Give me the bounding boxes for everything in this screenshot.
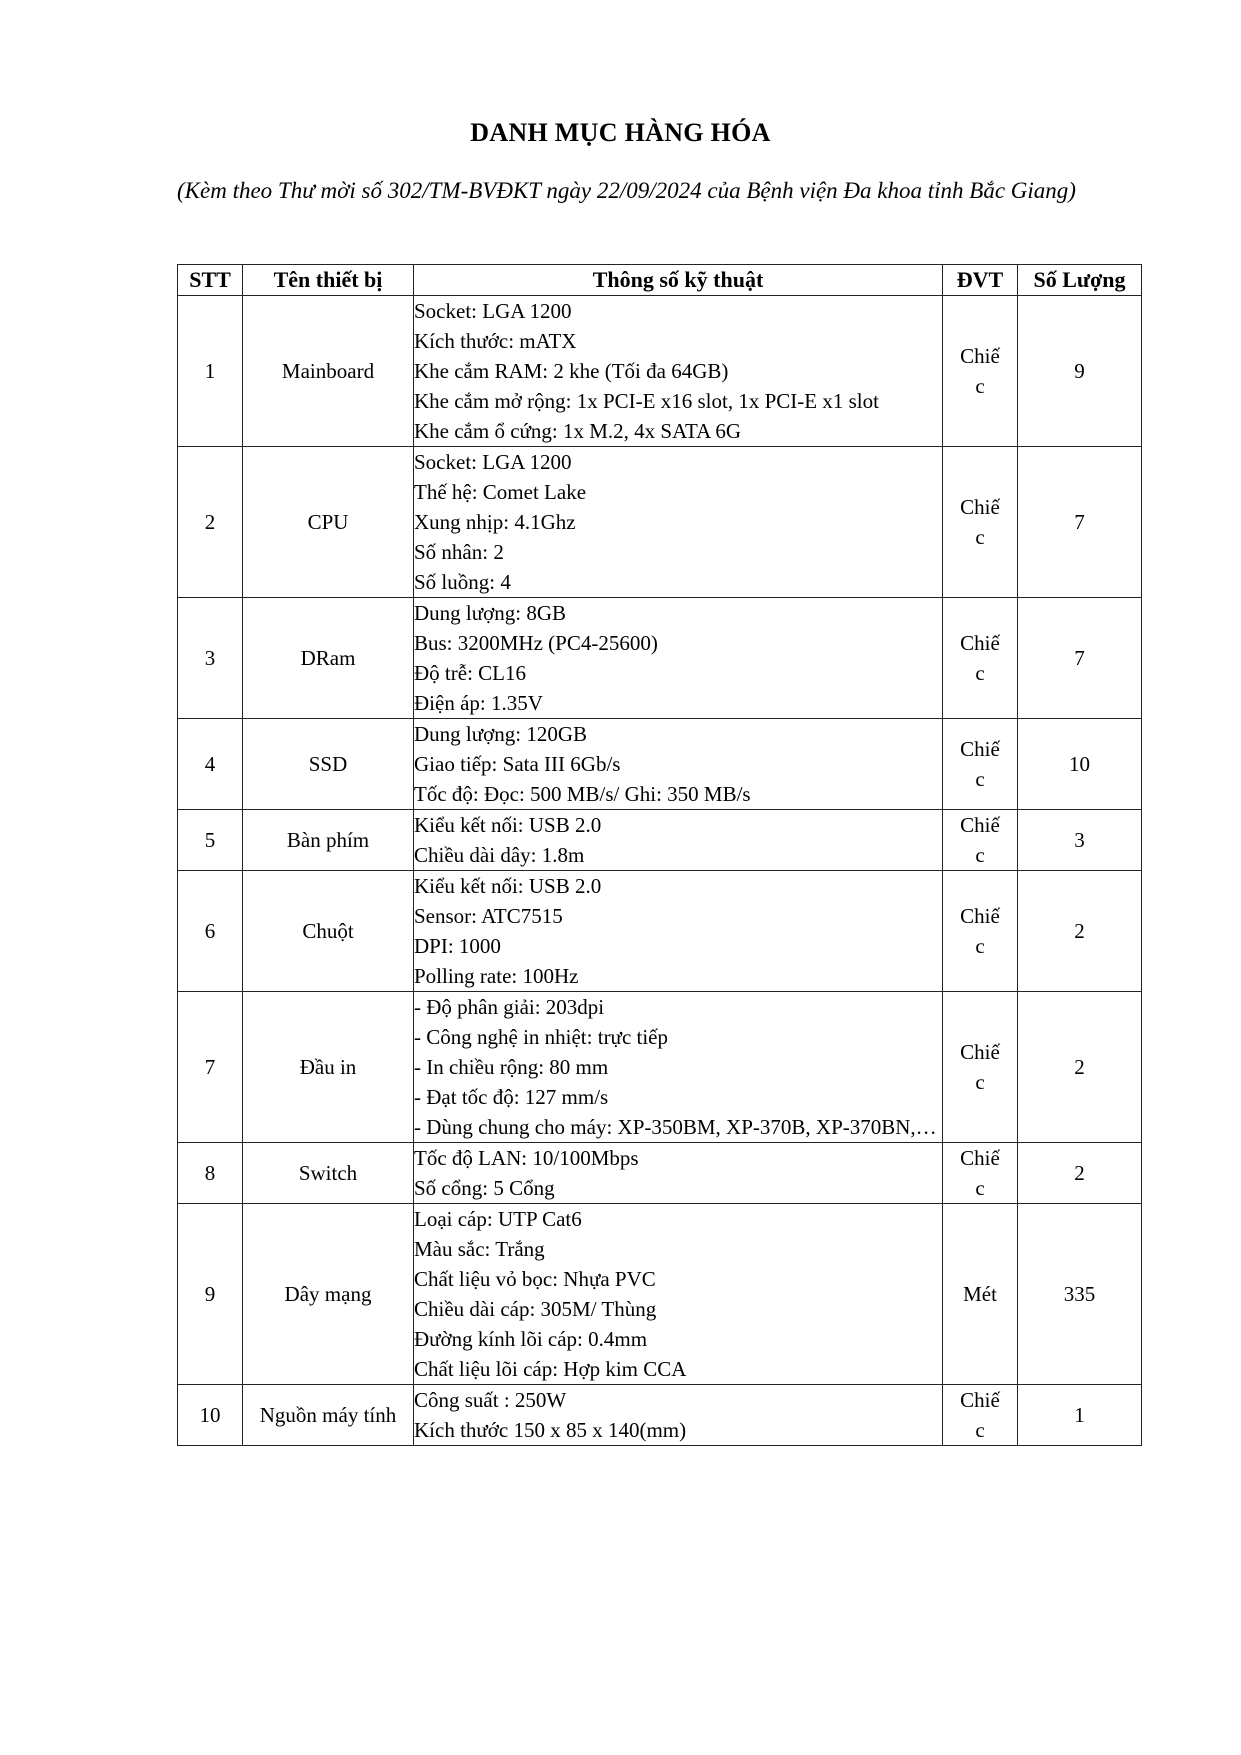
spec-line: Sensor: ATC7515	[414, 904, 563, 928]
spec-line: Đường kính lõi cáp: 0.4mm	[414, 1327, 648, 1351]
cell-specs	[414, 871, 943, 992]
table-row	[178, 296, 1142, 447]
cell-name: Chuột	[243, 871, 414, 992]
cell-specs	[414, 810, 943, 871]
table-row	[178, 1143, 1142, 1204]
cell-name: DRam	[243, 598, 414, 719]
spec-line: Kiểu kết nối: USB 2.0	[414, 813, 602, 837]
cell-stt: 5	[178, 810, 243, 871]
cell-qty: 9	[1018, 296, 1142, 447]
spec-line: Tốc độ LAN: 10/100Mbps	[414, 1146, 639, 1170]
spec-line: Thế hệ: Comet Lake	[414, 480, 587, 504]
cell-name: Bàn phím	[243, 810, 414, 871]
header-unit: ĐVT	[943, 265, 1018, 296]
table-header-row	[178, 265, 1142, 296]
cell-qty: 335	[1018, 1204, 1142, 1385]
cell-specs	[414, 598, 943, 719]
cell-unit: Chiếc	[943, 296, 1018, 447]
spec-line: Số nhân: 2	[414, 540, 504, 564]
spec-line: Chiều dài cáp: 305M/ Thùng	[414, 1297, 657, 1321]
cell-qty: 10	[1018, 719, 1142, 810]
table-row	[178, 447, 1142, 598]
document-subtitle: (Kèm theo Thư mời số 302/TM-BVĐKT ngày 22/09/2024 của Bệnh viện Đa khoa tỉnh Bắc Giang)	[177, 178, 1076, 203]
cell-qty: 7	[1018, 447, 1142, 598]
header-specs: Thông số kỹ thuật	[414, 265, 943, 296]
goods-table	[177, 264, 1142, 1446]
spec-line: Độ trễ: CL16	[414, 661, 526, 685]
spec-line: Kích thước: mATX	[414, 329, 577, 353]
cell-name: Switch	[243, 1143, 414, 1204]
cell-name: Nguồn máy tính	[243, 1385, 414, 1446]
cell-qty: 2	[1018, 871, 1142, 992]
cell-qty: 1	[1018, 1385, 1142, 1446]
spec-line: Giao tiếp: Sata III 6Gb/s	[414, 752, 621, 776]
spec-line: Socket: LGA 1200	[414, 450, 572, 474]
spec-line: Dung lượng: 8GB	[414, 601, 566, 625]
cell-name: Dây mạng	[243, 1204, 414, 1385]
cell-name: SSD	[243, 719, 414, 810]
cell-stt: 1	[178, 296, 243, 447]
spec-line: Chất liệu lõi cáp: Hợp kim CCA	[414, 1357, 687, 1381]
spec-line: Chất liệu vỏ bọc: Nhựa PVC	[414, 1267, 656, 1291]
spec-line: Tốc độ: Đọc: 500 MB/s/ Ghi: 350 MB/s	[414, 782, 751, 806]
spec-line: Bus: 3200MHz (PC4-25600)	[414, 631, 658, 655]
spec-line: Loại cáp: UTP Cat6	[414, 1207, 582, 1231]
cell-qty: 3	[1018, 810, 1142, 871]
spec-line: Socket: LGA 1200	[414, 299, 572, 323]
spec-line: - Dùng chung cho máy: XP-350BM, XP-370B, XP-370BN,…	[414, 1115, 937, 1139]
cell-name: Mainboard	[243, 296, 414, 447]
cell-qty: 7	[1018, 598, 1142, 719]
cell-name: CPU	[243, 447, 414, 598]
cell-specs	[414, 1204, 943, 1385]
cell-qty: 2	[1018, 992, 1142, 1143]
cell-unit: Chiếc	[943, 871, 1018, 992]
cell-specs	[414, 447, 943, 598]
cell-name: Đầu in	[243, 992, 414, 1143]
table-row	[178, 871, 1142, 992]
cell-specs	[414, 1143, 943, 1204]
cell-stt: 3	[178, 598, 243, 719]
spec-line: - Công nghệ in nhiệt: trực tiếp	[414, 1025, 668, 1049]
cell-specs	[414, 719, 943, 810]
table-row	[178, 719, 1142, 810]
cell-stt: 4	[178, 719, 243, 810]
spec-line: Số luồng: 4	[414, 570, 511, 594]
cell-qty: 2	[1018, 1143, 1142, 1204]
spec-line: Khe cắm RAM: 2 khe (Tối đa 64GB)	[414, 359, 729, 383]
cell-unit: Chiếc	[943, 810, 1018, 871]
spec-line: - Đạt tốc độ: 127 mm/s	[414, 1085, 609, 1109]
cell-specs	[414, 1385, 943, 1446]
table-row	[178, 598, 1142, 719]
cell-stt: 7	[178, 992, 243, 1143]
table-row	[178, 992, 1142, 1143]
cell-stt: 9	[178, 1204, 243, 1385]
cell-stt: 2	[178, 447, 243, 598]
cell-unit: Chiếc	[943, 992, 1018, 1143]
spec-line: Công suất : 250W	[414, 1388, 567, 1412]
spec-line: Polling rate: 100Hz	[414, 964, 579, 988]
spec-line: - In chiều rộng: 80 mm	[414, 1055, 609, 1079]
document-title: DANH MỤC HÀNG HÓA	[470, 118, 771, 147]
spec-line: Màu sắc: Trắng	[414, 1237, 545, 1261]
table-row	[178, 1204, 1142, 1385]
cell-unit: Chiếc	[943, 719, 1018, 810]
cell-specs	[414, 992, 943, 1143]
cell-unit: Chiếc	[943, 1385, 1018, 1446]
spec-line: Chiều dài dây: 1.8m	[414, 843, 585, 867]
spec-line: DPI: 1000	[414, 934, 501, 958]
spec-line: Điện áp: 1.35V	[414, 691, 543, 715]
table-body	[178, 296, 1142, 1446]
table-row	[178, 810, 1142, 871]
header-name: Tên thiết bị	[243, 265, 414, 296]
cell-unit: Mét	[943, 1204, 1018, 1385]
cell-unit: Chiếc	[943, 1143, 1018, 1204]
spec-line: Số cổng: 5 Cổng	[414, 1176, 555, 1200]
spec-line: Khe cắm mở rộng: 1x PCI-E x16 slot, 1x PCI-E x1 slot	[414, 389, 879, 413]
cell-stt: 6	[178, 871, 243, 992]
table-row	[178, 1385, 1142, 1446]
header-qty: Số Lượng	[1018, 265, 1142, 296]
spec-line: Kiểu kết nối: USB 2.0	[414, 874, 602, 898]
spec-line: Khe cắm ổ cứng: 1x M.2, 4x SATA 6G	[414, 419, 742, 443]
spec-line: Xung nhịp: 4.1Ghz	[414, 510, 576, 534]
header-stt: STT	[178, 265, 243, 296]
spec-line: - Độ phân giải: 203dpi	[414, 995, 605, 1019]
cell-specs	[414, 296, 943, 447]
spec-line: Kích thước 150 x 85 x 140(mm)	[414, 1418, 687, 1442]
cell-stt: 10	[178, 1385, 243, 1446]
cell-stt: 8	[178, 1143, 243, 1204]
cell-unit: Chiếc	[943, 447, 1018, 598]
cell-unit: Chiếc	[943, 598, 1018, 719]
spec-line: Dung lượng: 120GB	[414, 722, 587, 746]
